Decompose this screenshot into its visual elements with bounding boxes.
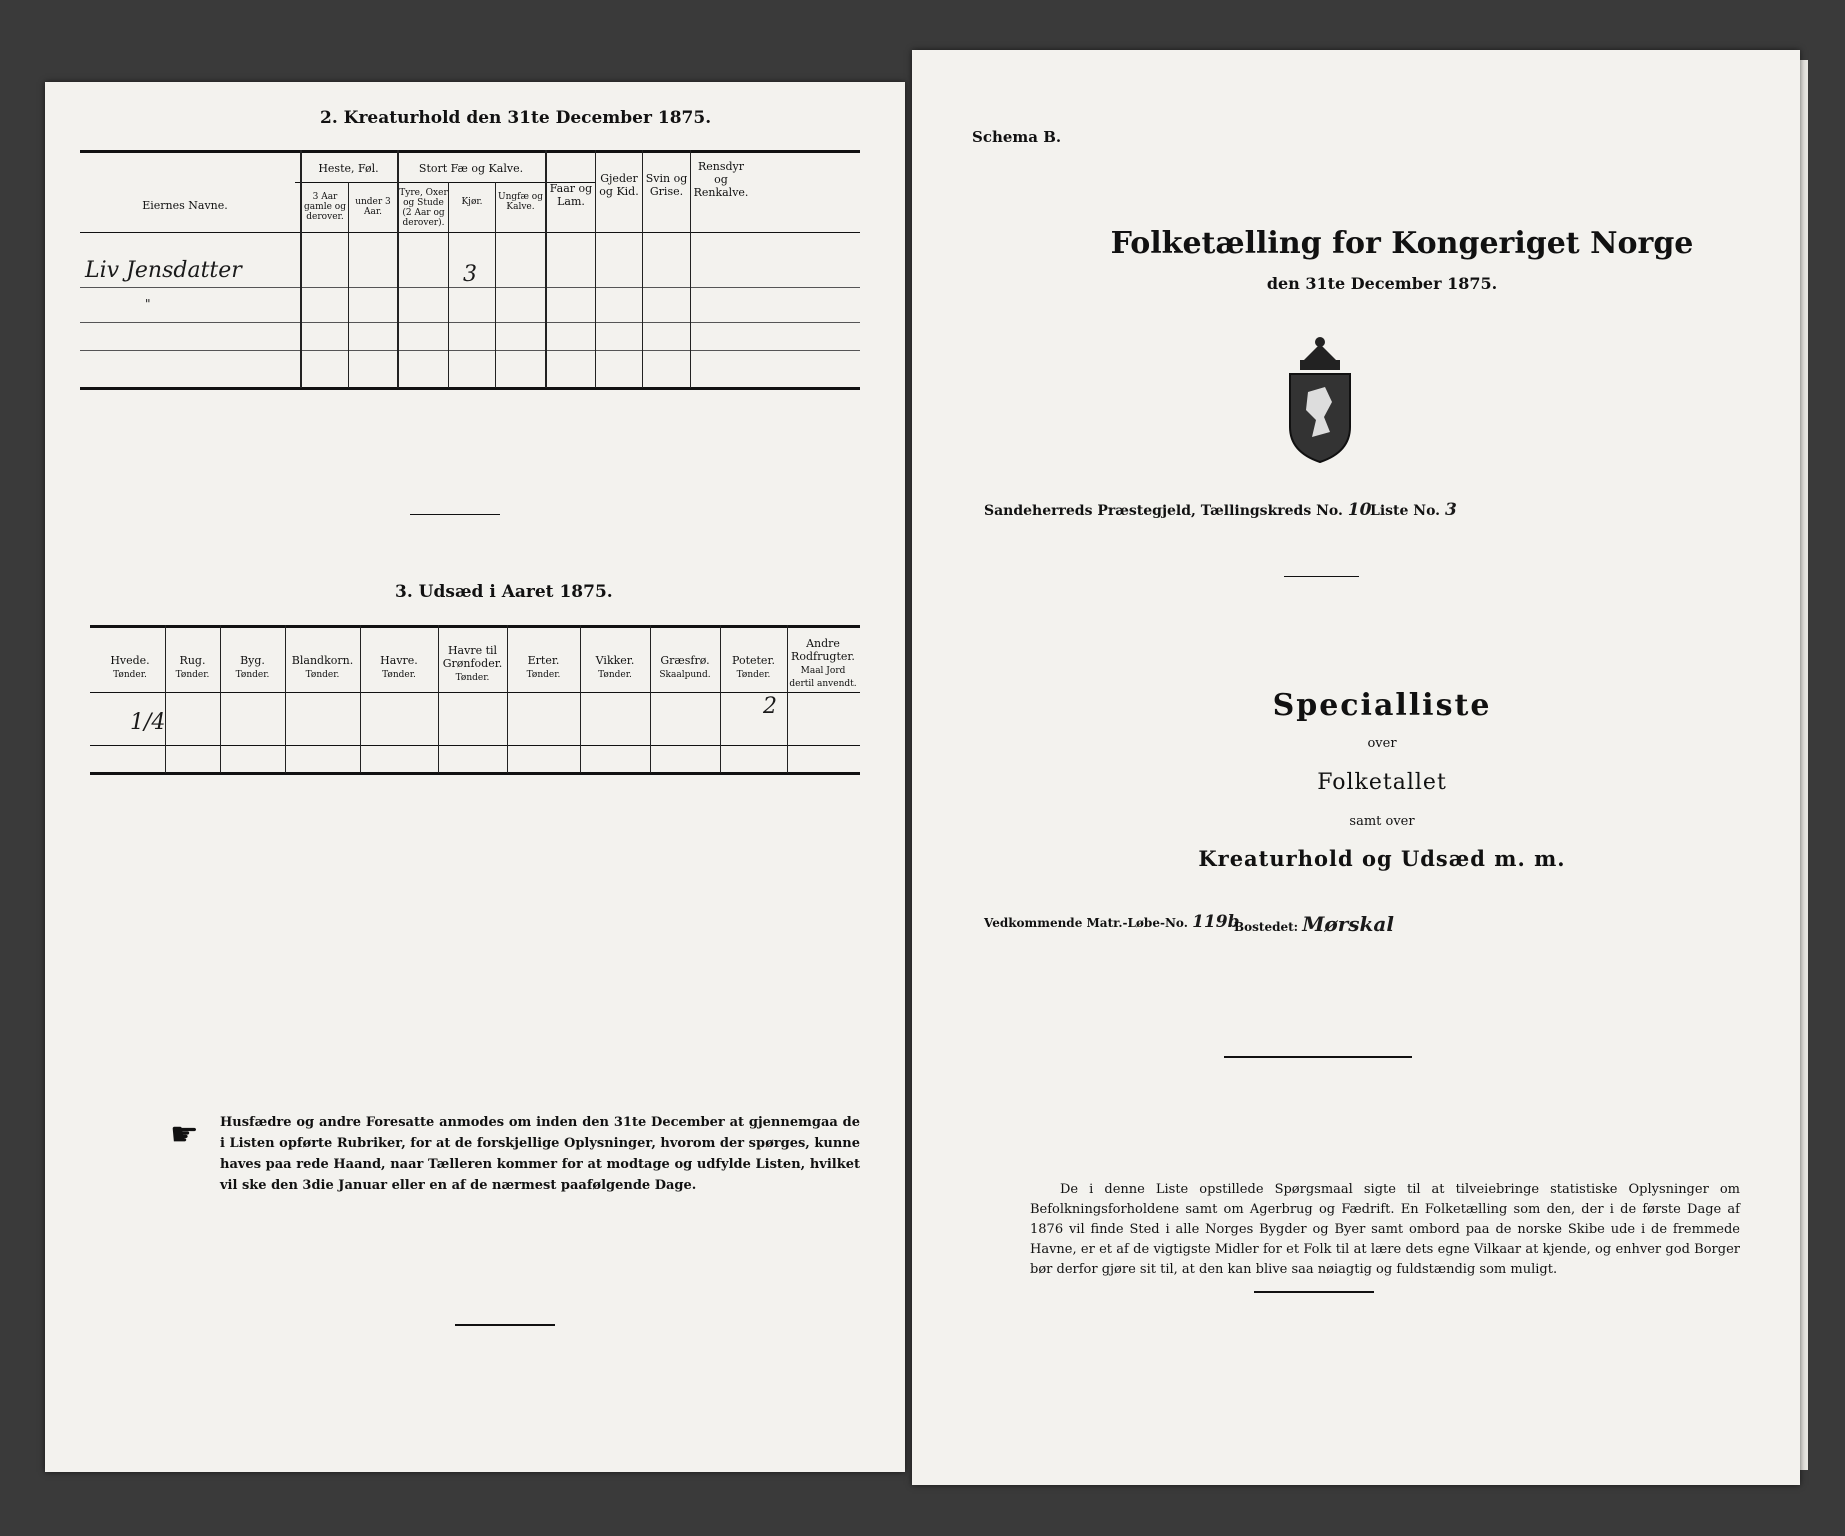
date-line: den 31te December 1875. (1266, 274, 1498, 293)
table-rule (80, 322, 860, 323)
hvede-value: 1/4 (130, 710, 166, 735)
bosted-value: Mørskal (1302, 912, 1394, 936)
crop-rug: Rug. Tønder. (175, 654, 210, 680)
pointing-hand-icon: ☛ (170, 1115, 199, 1153)
crop-blandkorn: Blandkorn. Tønder. (291, 654, 354, 680)
header-horses-old: 3 Aar gamle og derover. (304, 192, 346, 222)
table-rule (90, 772, 860, 775)
crop-byg: Byg. Tønder. (235, 654, 270, 680)
kreaturhold-title: Kreaturhold og Udsæd m. m. (1198, 846, 1566, 871)
bosted-line (1234, 912, 1394, 936)
table-rule (80, 287, 860, 288)
bosted-label: Bostedet: (1234, 920, 1299, 934)
samt-over-text: samt over (1349, 814, 1415, 829)
section-2-title: 2. Kreaturhold den 31te December 1875. (320, 108, 712, 128)
folketallet-text: Folketallet (1317, 770, 1447, 795)
matr-number: 119b (1192, 912, 1240, 932)
table-rule (90, 745, 860, 746)
list-number: 3 (1444, 500, 1457, 520)
divider (455, 1324, 555, 1326)
crop-havre-gronfoder: Havre til Grønfoder. Tønder. (442, 644, 503, 683)
owner-name: Liv Jensdatter (85, 258, 242, 283)
column-rule (397, 150, 399, 388)
specialliste-title: Specialliste (1272, 688, 1492, 723)
matr-line (984, 912, 1239, 932)
crop-havre: Havre. Tønder. (380, 654, 418, 680)
list-label: Liste No. (1370, 503, 1441, 519)
divider (1284, 576, 1359, 577)
header-goats: Gjeder og Kid. (599, 172, 639, 198)
crop-poteter: Poteter. Tønder. (732, 654, 775, 680)
header-cows: Kjør. (461, 197, 483, 207)
right-page (912, 50, 1800, 1485)
over-text: over (1367, 736, 1397, 751)
divider (1254, 1291, 1374, 1293)
district-label: Tællingskreds No. (1200, 503, 1343, 519)
header-horses: Heste, Føl. (318, 162, 379, 175)
intro-paragraph: De i denne Liste opstillede Spørgsmaal sigte til at tilveiebringe statistiske Oplysninger om Befolkningsforholdene samt om Agerbrug og Fædrift. En Folketælling som den, der i de første Dage af 1876 vil finde Sted i alle Norges Bygder og Byer samt ombord paa de norske Skibe ude i de fremmede Havne, er et af de vigtigste Midler for et Folk til at lære dets egne Vilkaar at kjende, og enhver god Borger bør derfor gjøre sit til, at den kan blive saa nøiagtig og fuldstændig som muligt. (1030, 1182, 1740, 1277)
column-rule (448, 182, 449, 388)
header-pigs: Svin og Grise. (645, 172, 688, 198)
table-rule (80, 350, 860, 351)
crop-andre: Andre Rodfrugter. Maal Jord dertil anvendt. (789, 637, 857, 689)
header-bulls: Tyre, Oxer og Stude (2 Aar og derover). (399, 188, 448, 228)
table-rule (80, 387, 860, 390)
parish-name: Sandeherreds Præstegjeld, (984, 503, 1196, 519)
header-owner: Eiernes Navne. (142, 199, 228, 212)
crop-graesfro: Græsfrø. Skaalpund. (659, 654, 711, 680)
left-page (45, 82, 905, 1472)
ditto-mark: " (145, 297, 151, 311)
schema-label: Schema B. (972, 128, 1062, 146)
table-rule (80, 150, 860, 153)
crop-erter: Erter. Tønder. (526, 654, 561, 680)
table-rule (90, 692, 860, 693)
column-rule (495, 182, 496, 388)
crop-vikker: Vikker. Tønder. (595, 654, 635, 680)
notice-text: Husfædre og andre Foresatte anmodes om inden den 31te December at gjennemgaa de i Listen opførte Rubriker, for at de forskjellige Oplysninger, hvorom der spørges, kunne haves paa rede Haand, naar Tælleren kommer for at modtage og udfylde Listen, hvilket vil ske den 3die Januar eller en af de nærmest paafølgende Dage. (220, 1115, 860, 1193)
divider (1224, 1056, 1412, 1058)
list-line (1370, 500, 1457, 520)
poteter-value: 2 (763, 694, 777, 719)
coat-of-arms-icon (1280, 332, 1360, 468)
matr-label: Vedkommende Matr.-Løbe-No. (984, 916, 1188, 930)
cows-count: 3 (463, 262, 477, 287)
main-title: Folketælling for Kongeriget Norge (1110, 226, 1694, 261)
district-number: 10 (1347, 500, 1372, 520)
divider (410, 514, 500, 515)
header-reindeer: Rensdyr og Renkalve. (693, 160, 749, 199)
section-3-title: 3. Udsæd i Aaret 1875. (395, 582, 613, 602)
header-young-cattle: Ungfæ og Kalve. (498, 192, 543, 212)
column-rule (300, 150, 302, 388)
header-horses-young: under 3 Aar. (355, 197, 391, 217)
header-cattle: Stort Fæ og Kalve. (418, 162, 524, 175)
parish-line (984, 500, 1371, 520)
crop-hvede: Hvede. Tønder. (110, 654, 150, 680)
table-rule (90, 625, 860, 628)
header-sheep: Faar og Lam. (549, 182, 593, 208)
table-rule (80, 232, 860, 233)
